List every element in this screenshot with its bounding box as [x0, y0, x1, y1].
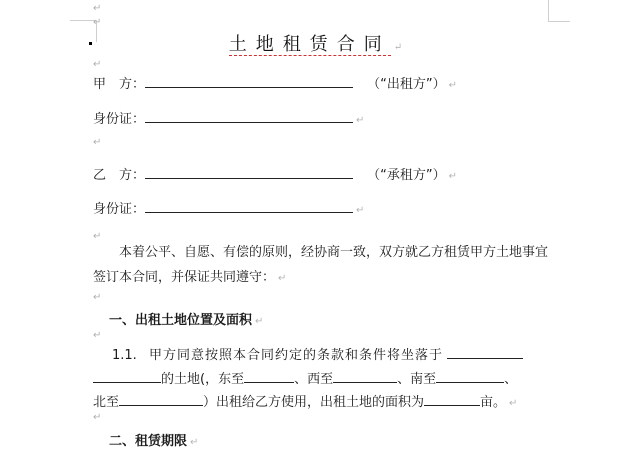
party-b-label: 乙 方：: [93, 168, 146, 183]
clause-1-1-number: 1.1.: [112, 348, 137, 363]
west-boundary-blank[interactable]: [333, 370, 397, 383]
clause-1-1-text-3c: 亩。: [480, 395, 507, 410]
north-boundary-blank[interactable]: [119, 393, 203, 406]
location-blank[interactable]: [447, 346, 523, 359]
village-blank[interactable]: [93, 370, 161, 383]
id-b-blank[interactable]: [145, 200, 353, 213]
paragraph-mark: ↵: [93, 59, 102, 70]
paragraph-mark: ↵: [278, 273, 287, 284]
clause-1-1-text-3b: ）出租给乙方使用，出租土地的面积为: [203, 395, 425, 410]
clause-1-1-line-2: [93, 370, 517, 388]
paragraph-mark: ↵: [393, 42, 412, 53]
section-1-heading-text: 一、出租土地位置及面积: [109, 313, 253, 328]
id-b-label: 身份证：: [93, 202, 146, 217]
paragraph-mark: ↵: [255, 316, 264, 327]
id-a-row: [93, 110, 364, 129]
party-b-note: （“承租方”）: [367, 168, 446, 183]
paragraph-mark: ↵: [448, 80, 458, 91]
paragraph-mark: ↵: [93, 3, 102, 14]
clause-1-1-line-1: [112, 346, 523, 364]
preamble-line-1: [119, 245, 548, 261]
paragraph-mark: ↵: [93, 17, 102, 28]
clause-1-1-text-1: 甲方同意按照本合同约定的条款和条件将坐落于: [148, 348, 443, 363]
area-blank[interactable]: [424, 393, 480, 406]
preamble-line-2: [93, 270, 286, 287]
paragraph-mark: ↵: [448, 171, 458, 182]
clause-1-1-text-2d: 、: [504, 372, 518, 387]
crop-mark-top-right-h: [548, 21, 570, 22]
party-a-blank[interactable]: [145, 75, 353, 88]
party-a-note: （“出租方”）: [367, 77, 446, 92]
party-a-label: 甲 方：: [93, 77, 146, 92]
paragraph-mark: ↵: [509, 398, 518, 409]
paragraph-mark: ↵: [356, 205, 365, 216]
document-title: [0, 30, 640, 56]
clause-1-1-text-2b: 、西至: [294, 372, 334, 387]
paragraph-mark: ↵: [93, 231, 102, 242]
paragraph-mark: ↵: [93, 137, 102, 148]
section-2-heading: [109, 430, 198, 449]
clause-1-1-text-2a: 的土地(，东至: [161, 372, 245, 387]
party-b-row: [93, 166, 457, 185]
party-b-blank[interactable]: [145, 166, 353, 179]
preamble-text-1: 本着公平、自愿、有偿的原则，经协商一致，双方就乙方租赁甲方土地事宜: [119, 245, 549, 260]
clause-1-1-text-2c: 、南至: [397, 372, 437, 387]
paragraph-mark: ↵: [356, 115, 365, 126]
preamble-text-2: 签订本合同，并保证共同遵守：: [93, 270, 276, 285]
clause-1-1-text-3a: 北至: [93, 395, 120, 410]
east-boundary-blank[interactable]: [244, 370, 294, 383]
id-b-row: [93, 200, 364, 219]
party-a-row: [93, 75, 457, 94]
id-a-label: 身份证：: [93, 112, 146, 127]
paragraph-mark: ↵: [93, 292, 102, 303]
south-boundary-blank[interactable]: [436, 370, 504, 383]
clause-1-1-line-3: [93, 393, 517, 412]
section-2-heading-text: 二、租赁期限: [109, 434, 188, 449]
paragraph-mark: ↵: [190, 437, 199, 448]
paragraph-mark: ↵: [93, 412, 102, 423]
section-1-heading: [109, 309, 263, 328]
crop-mark-top-right: [548, 0, 549, 22]
paragraph-mark: ↵: [93, 330, 102, 341]
title-text: 土地租赁合同: [228, 34, 391, 55]
id-a-blank[interactable]: [145, 110, 353, 123]
